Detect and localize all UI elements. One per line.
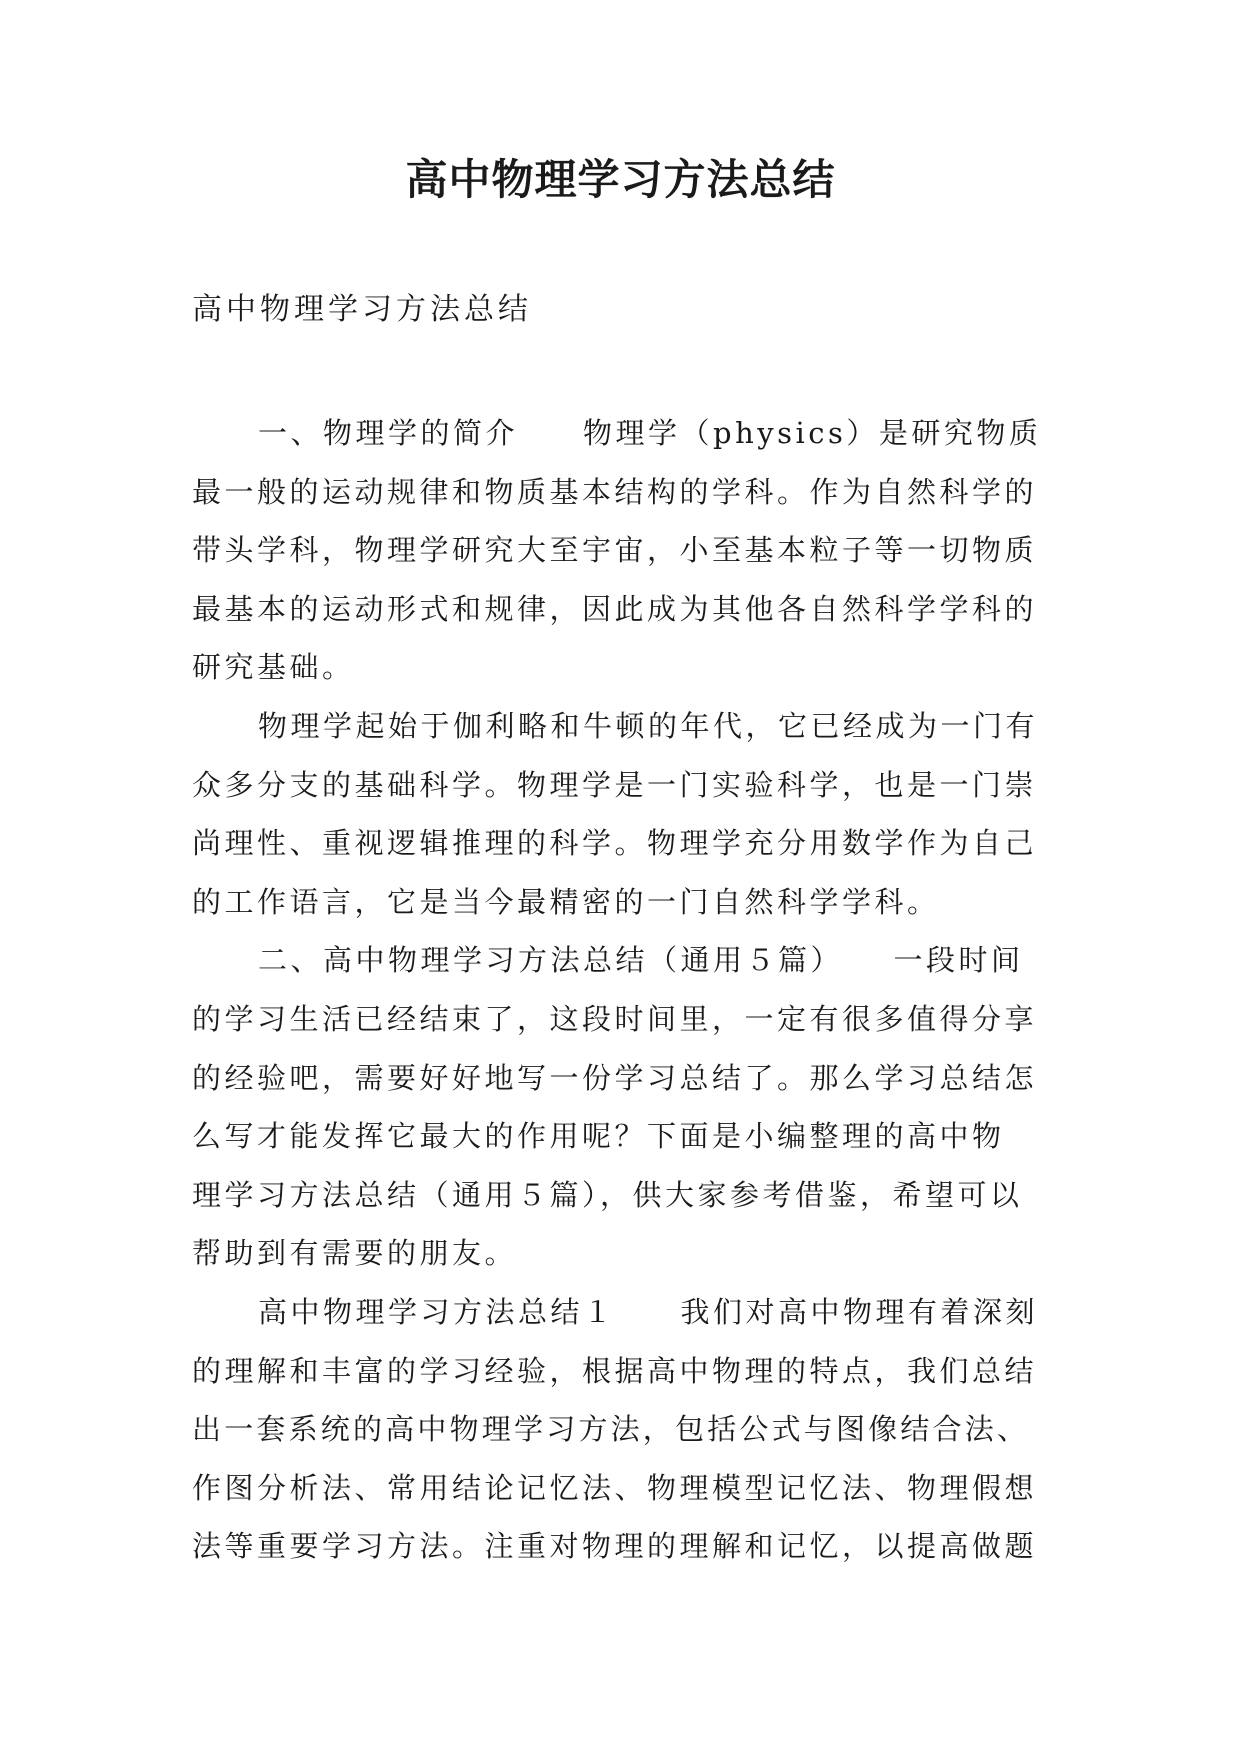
document-subtitle: 高中物理学习方法总结 <box>192 292 532 327</box>
text-line: 么写才能发挥它最大的作用呢？下面是小编整理的高中物 <box>192 1119 1005 1154</box>
text-line: 一、物理学的简介 物理学（physics）是研究物质 <box>258 416 1042 450</box>
text-line: 的学习生活已经结束了，这段时间里，一定有很多值得分享 <box>192 1001 1038 1036</box>
document-title: 高中物理学习方法总结 <box>405 155 836 204</box>
text-line: 尚理性、重视逻辑推理的科学。物理学充分用数学作为自己 <box>192 826 1038 861</box>
text-line: 理学习方法总结（通用５篇），供大家参考借鉴，希望可以 <box>192 1177 1023 1212</box>
text-line: 二、高中物理学习方法总结（通用５篇） 一段时间 <box>258 943 1024 978</box>
document-body <box>192 404 1064 1576</box>
text-line: 帮助到有需要的朋友。 <box>192 1236 518 1271</box>
text-line: 众多分支的基础科学。物理学是一门实验科学，也是一门崇 <box>192 767 1038 802</box>
text-line: 最基本的运动形式和规律，因此成为其他各自然科学学科的 <box>192 591 1038 626</box>
text-line: 出一套系统的高中物理学习方法，包括公式与图像结合法、 <box>192 1412 1030 1447</box>
text-line: 研究基础。 <box>192 650 355 685</box>
text-line: 作图分析法、常用结论记忆法、物理模型记忆法、物理假想 <box>192 1470 1038 1505</box>
text-line: 的经验吧，需要好好地写一份学习总结了。那么学习总结怎 <box>192 1060 1038 1095</box>
text-line: 的理解和丰富的学习经验，根据高中物理的特点，我们总结 <box>192 1353 1038 1388</box>
text-line: 物理学起始于伽利略和牛顿的年代，它已经成为一门有 <box>258 708 1039 743</box>
text-line: 高中物理学习方法总结１ 我们对高中物理有着深刻 <box>258 1294 1039 1329</box>
text-line: 带头学科，物理学研究大至宇宙，小至基本粒子等一切物质 <box>192 533 1038 568</box>
text-line: 法等重要学习方法。注重对物理的理解和记忆，以提高做题 <box>192 1529 1038 1564</box>
text-line: 最一般的运动规律和物质基本结构的学科。作为自然科学的 <box>192 474 1038 509</box>
text-line: 的工作语言，它是当今最精密的一门自然科学学科。 <box>192 884 940 919</box>
